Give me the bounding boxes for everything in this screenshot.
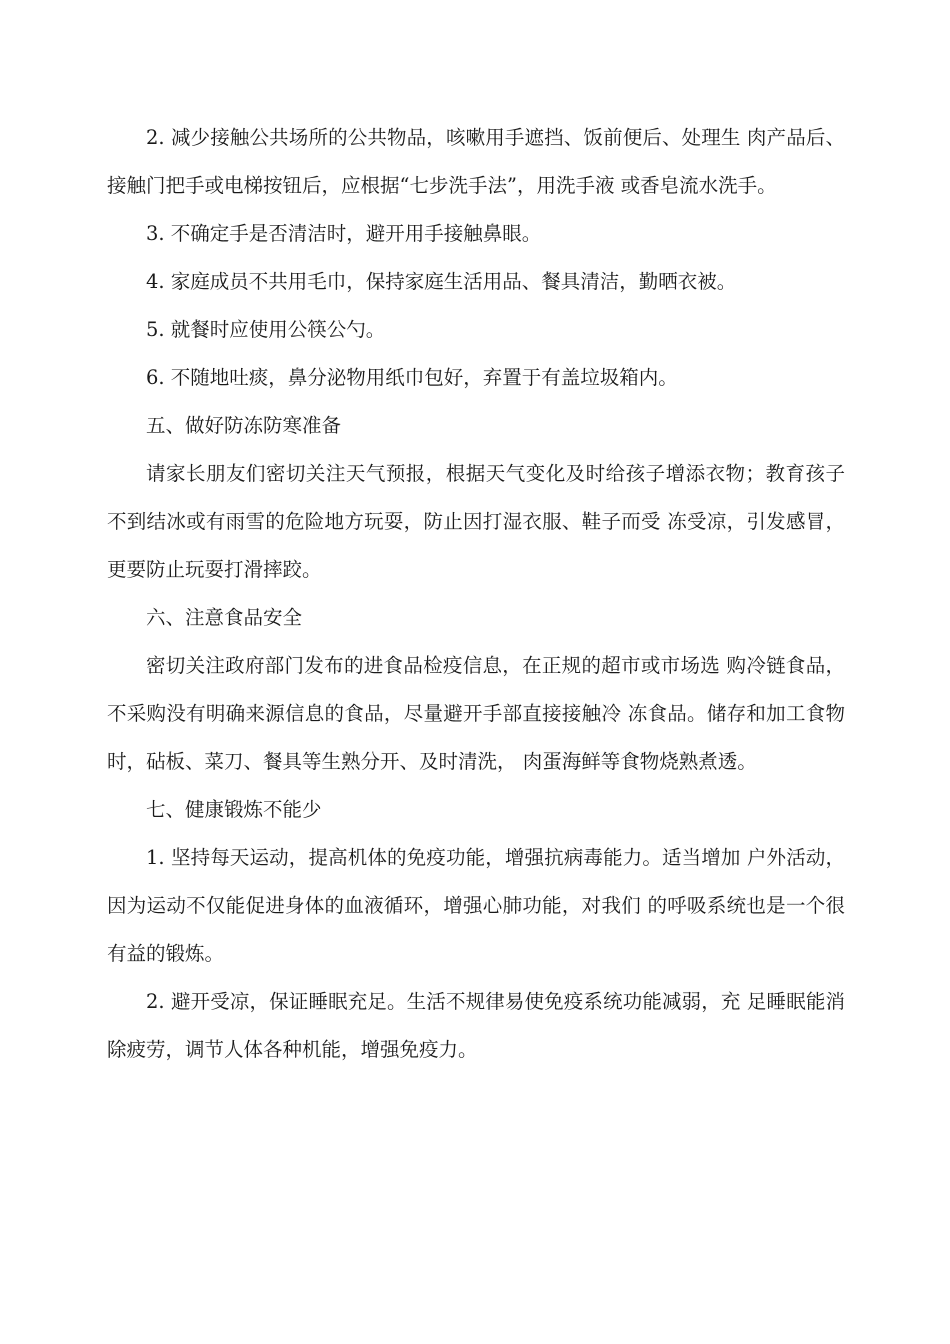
section-heading-7: 七、健康锻炼不能少 xyxy=(146,798,322,821)
paragraph-item-5: 5. 就餐时应使用公筷公勺。 xyxy=(146,318,386,341)
section-heading-6: 六、注意食品安全 xyxy=(146,606,303,629)
paragraph-cold-protection: 请家长朋友们密切关注天气预报，根据天气变化及时给孩子增添衣物；教育孩子不到结冰或有雨雪的危险地方玩耍，防止因打湿衣服、鞋子而受 冻受凉，引发感冒，更要防止玩耍打滑摔跤。 xyxy=(107,462,845,581)
section-heading-5: 五、做好防冻防寒准备 xyxy=(146,414,342,437)
document-page xyxy=(107,114,845,1074)
paragraph-item-2: 2. 减少接触公共场所的公共物品，咳嗽用手遮挡、饭前便后、处理生 肉产品后、接触门把手或电梯按钮后，应根据“七步洗手法”，用洗手液 或香皂流水洗手。 xyxy=(107,126,845,197)
paragraph-item-4: 4. 家庭成员不共用毛巾，保持家庭生活用品、餐具清洁，勤晒衣被。 xyxy=(146,270,737,293)
paragraph-exercise-2: 2. 避开受凉，保证睡眠充足。生活不规律易使免疫系统功能减弱，充 足睡眠能消除疲劳，调节人体各种机能，增强免疫力。 xyxy=(107,990,845,1061)
paragraph-item-6: 6. 不随地吐痰，鼻分泌物用纸巾包好，弃置于有盖垃圾箱内。 xyxy=(146,366,678,389)
paragraph-item-3: 3. 不确定手是否清洁时，避开用手接触鼻眼。 xyxy=(146,222,542,245)
paragraph-food-safety: 密切关注政府部门发布的进食品检疫信息，在正规的超市或市场选 购冷链食品，不采购没有明确来源信息的食品，尽量避开手部直接接触冷 冻食品。储存和加工食物时，砧板、菜刀、餐具等生熟分开、及时清洗， 肉蛋海鲜等食物烧熟煮透。 xyxy=(107,654,845,773)
paragraph-exercise-1: 1. 坚持每天运动，提高机体的免疫功能，增强抗病毒能力。适当增加 户外活动，因为运动不仅能促进身体的血液循环，增强心肺功能，对我们 的呼吸系统也是一个很有益的锻炼。 xyxy=(107,846,845,965)
